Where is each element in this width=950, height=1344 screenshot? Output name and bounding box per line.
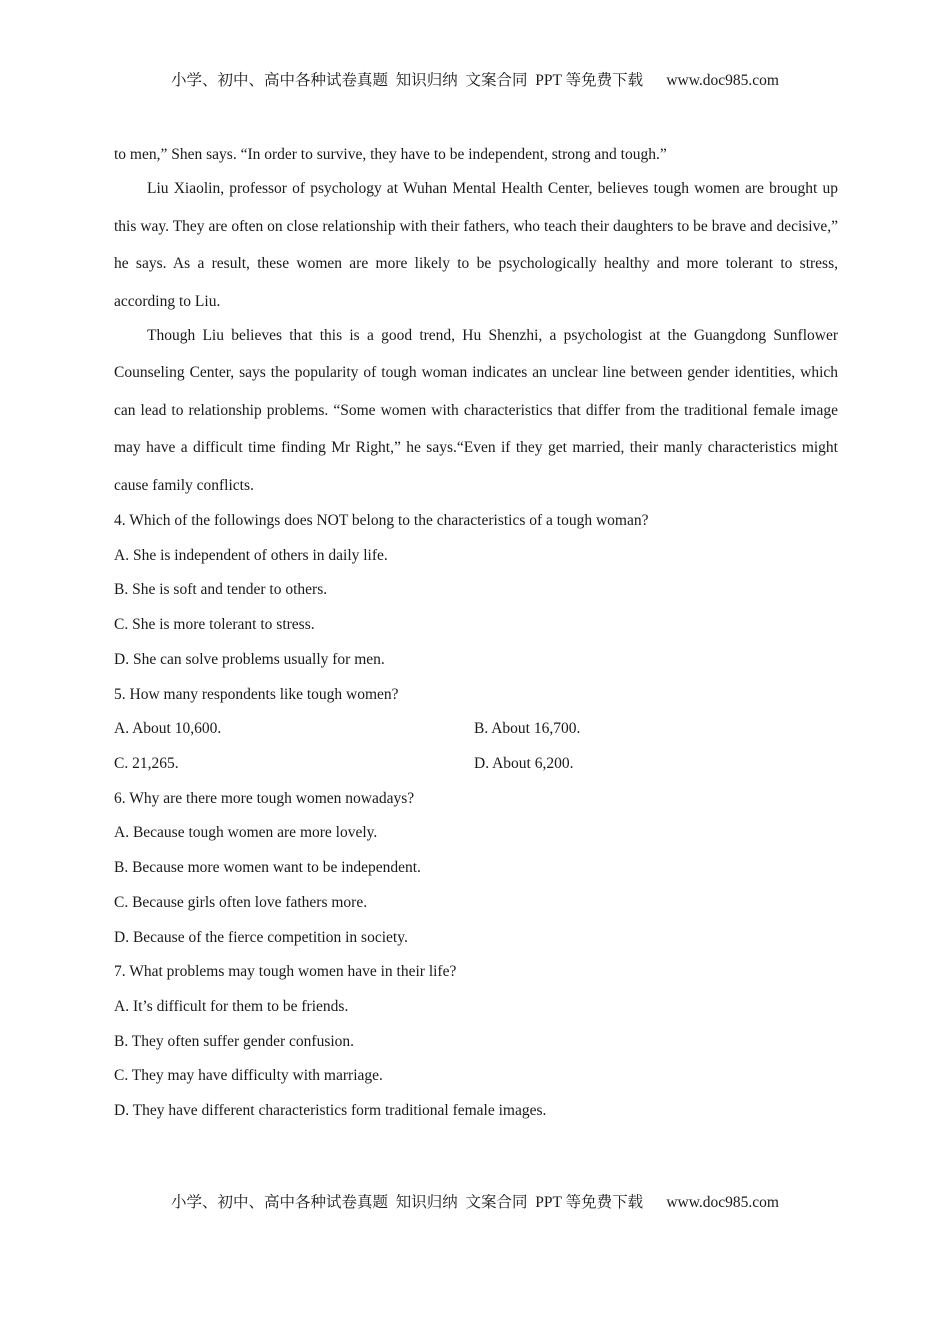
option-b: B. About 16,700. <box>474 720 581 738</box>
option-b: B. She is soft and tender to others. <box>114 581 328 599</box>
option-c: C. Because girls often love fathers more. <box>114 893 368 911</box>
question-4 <box>114 504 838 678</box>
option-d: D. About 6,200. <box>474 754 574 772</box>
page-header: 小学、初中、高中各种试卷真题 知识归纳 文案合同 PPT 等免费下载 www.doc985.com <box>171 72 779 89</box>
option-d: D. Because of the fierce competition in society. <box>114 928 408 946</box>
option-a: A. About 10,600. <box>114 720 222 738</box>
option-row <box>114 712 838 747</box>
question-7 <box>114 955 838 1129</box>
question-6 <box>114 782 838 956</box>
option-d: D. She can solve problems usually for men. <box>114 650 385 668</box>
document-body <box>114 136 838 1129</box>
option-a: A. She is independent of others in daily life. <box>114 546 388 564</box>
option-row <box>114 747 838 782</box>
question-stem: 7. What problems may tough women have in their life? <box>114 963 457 981</box>
page-footer: 小学、初中、高中各种试卷真题 知识归纳 文案合同 PPT 等免费下载 www.doc985.com <box>171 1194 779 1211</box>
option-a: A. Because tough women are more lovely. <box>114 824 378 842</box>
passage-paragraph: to men,” Shen says. “In order to survive, they have to be independent, strong and tough.” <box>114 146 667 163</box>
question-5 <box>114 678 838 782</box>
question-stem: 4. Which of the followings does NOT belong to the characteristics of a tough woman? <box>114 512 649 530</box>
option-b: B. Because more women want to be independent. <box>114 859 421 877</box>
option-c: C. 21,265. <box>114 754 179 772</box>
question-stem: 6. Why are there more tough women nowadays? <box>114 789 415 807</box>
option-b: B. They often suffer gender confusion. <box>114 1032 355 1050</box>
option-c: C. She is more tolerant to stress. <box>114 616 315 634</box>
option-c: C. They may have difficulty with marriage. <box>114 1067 383 1085</box>
passage-paragraph: Though Liu believes that this is a good trend, Hu Shenzhi, a psychologist at the Guangdong Sunflower Counseling Center, says the popularity of tough woman indicates an unclear line between gender identities, which can lead to relationship problems. “Some women with characteristics that differ from the traditional female image may have a difficult time finding Mr Right,” he says.“Even if they get married, their manly characteristics might cause family conflicts. <box>114 327 838 494</box>
question-stem: 5. How many respondents like tough women? <box>114 685 399 703</box>
passage-paragraph: Liu Xiaolin, professor of psychology at Wuhan Mental Health Center, believes tough women are brought up this way. They are often on close relationship with their fathers, who teach their daughters to be brave and decisive,” he says. As a result, these women are more likely to be psychologically healthy and more tolerant to stress, according to Liu. <box>114 180 838 310</box>
option-a: A. It’s difficult for them to be friends. <box>114 997 349 1015</box>
option-d: D. They have different characteristics form traditional female images. <box>114 1102 547 1120</box>
